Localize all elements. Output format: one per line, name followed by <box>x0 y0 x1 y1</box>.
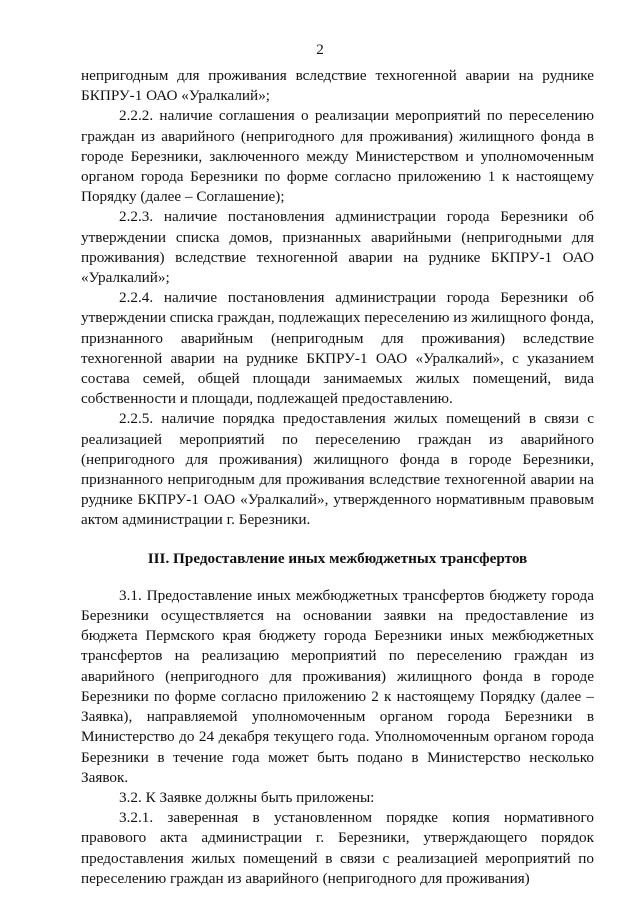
page-number: 2 <box>316 41 324 58</box>
paragraph-continuation: непригодным для проживания вследствие техногенной аварии на руднике БКПРУ-1 ОАО «Уралкалий»; <box>81 67 594 105</box>
section-heading: III. Предоставление иных межбюджетных трансфертов <box>147 549 528 567</box>
paragraph-p-3-2: 3.2. К Заявке должны быть приложены: <box>119 788 375 806</box>
document-body <box>81 66 594 889</box>
paragraph-p-2-2-2: 2.2.2. наличие соглашения о реализации мероприятий по переселению граждан из аварийного (непригодного для проживания) жилищного фонда в городе Березники, заключенного между Министерством и уполномоченным органом города Березники по форме согласно приложению 1 к настоящему Порядку (далее – Соглашение); <box>81 107 594 206</box>
paragraphs-after-heading <box>81 586 594 889</box>
paragraph-p-3-1: 3.1. Предоставление иных межбюджетных трансфертов бюджету города Березники осуществляется на основании заявки на предоставление из бюджета Пермского края бюджету города Березники иных межбюджетных трансфертов на реализацию мероприятий по переселению граждан из аварийного (непригодного для проживания) жилищного фонда в городе Березники по форме согласно приложению 2 к настоящему Порядку (далее – Заявка), направляемой уполномоченным органом города Березники в Министерство до 24 декабря текущего года. Уполномоченным органом города Березники в течение года может быть подано в Министерство несколько Заявок. <box>81 586 594 786</box>
paragraph-p-2-2-4: 2.2.4. наличие постановления администрации города Березники об утверждении списка граждан, подлежащих переселению из жилищного фонда, признанного аварийным (непригодным для проживания) вследствие техногенной аварии на руднике БКПРУ-1 ОАО «Уралкалий», с указанием состава семей, общей площади занимаемых жилых помещений, вида собственности и площади, подлежащей предоставлению. <box>81 289 594 408</box>
paragraphs-before-heading <box>81 66 594 531</box>
paragraph-p-3-2-1: 3.2.1. заверенная в установленном порядке копия нормативного правового акта администрации г. Березники, утверждающего порядок предоставления жилых помещений в связи с реализацией мероприятий по переселению граждан из аварийного (непригодного для проживания) <box>81 809 594 887</box>
paragraph-p-2-2-5: 2.2.5. наличие порядка предоставления жилых помещений в связи с реализацией мероприятий по переселению граждан из аварийного (непригодного для проживания) жилищного фонда в городе Березники, признанного непригодным для проживания вследствие техногенной аварии на руднике БКПРУ-1 ОАО «Уралкалий», утвержденного нормативным правовым актом администрации г. Березники. <box>81 410 594 529</box>
paragraph-p-2-2-3: 2.2.3. наличие постановления администрации города Березники об утверждении списка домов, признанных аварийными (непригодными для проживания) вследствие техногенной аварии на руднике БКПРУ-1 ОАО «Уралкалий»; <box>81 208 594 287</box>
